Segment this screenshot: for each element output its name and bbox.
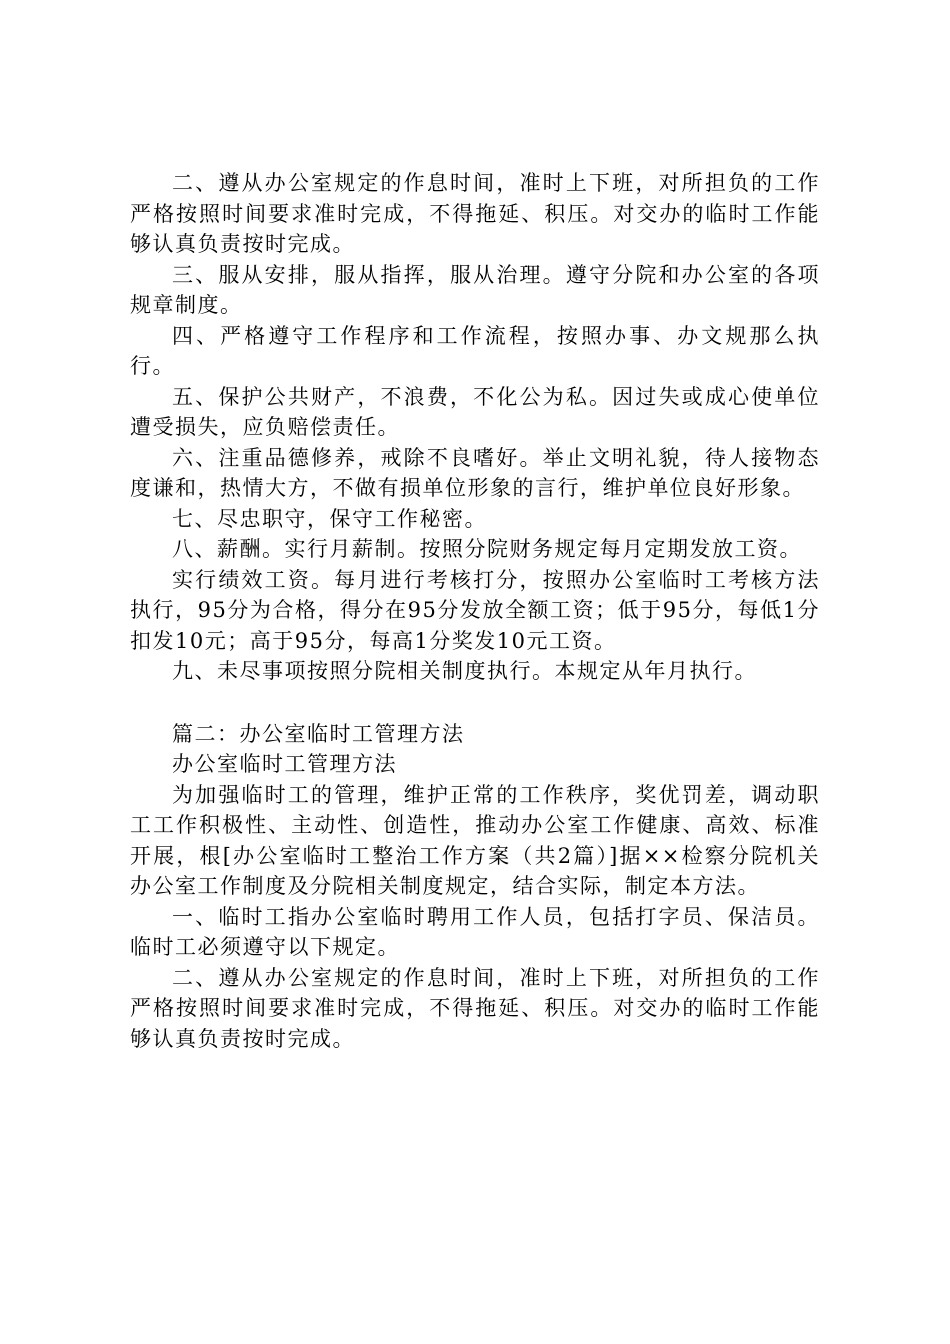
paragraph-rule-2: 二、遵从办公室规定的作息时间，准时上下班，对所担负的工作严格按照时间要求准时完成，不得拖延、积压。对交办的临时工作能够认真负责按时完成。: [130, 171, 820, 256]
paragraph-rule-9: 九、未尽事项按照分院相关制度执行。本规定从年月执行。: [172, 659, 757, 683]
paragraph-rule-8: 八、薪酬。实行月薪制。按照分院财务规定每月定期发放工资。: [172, 537, 802, 561]
paragraph-rule-3: 三、服从安排，服从指挥，服从治理。遵守分院和办公室的各项规章制度。: [130, 262, 820, 317]
section-gap: [130, 687, 820, 719]
document-page: [130, 168, 820, 1054]
paragraph-rule-7: 七、尽忠职守，保守工作秘密。: [172, 506, 487, 531]
paragraph-rule-2-repeat: 二、遵从办公室规定的作息时间，准时上下班，对所担负的工作严格按照时间要求准时完成，不得拖延、积压。对交办的临时工作能够认真负责按时完成。: [130, 965, 820, 1051]
section-heading: 篇二：办公室临时工管理方法: [172, 721, 465, 746]
paragraph-rule-5: 五、保护公共财产，不浪费，不化公为私。因过失或成心使单位遭受损失，应负赔偿责任。: [130, 384, 820, 439]
paragraph-performance-pay: 实行绩效工资。每月进行考核打分，按照办公室临时工考核方法执行，95分为合格，得分在95分发放全额工资；低于95分，每低1分扣发10元；高于95分，每高1分奖发10元工资。: [130, 567, 820, 653]
paragraph-rule-1: 一、临时工指办公室临时聘用工作人员，包括打字员、保洁员。临时工必须遵守以下规定。: [130, 904, 820, 959]
paragraph-rule-6: 六、注重品德修养，戒除不良嗜好。举止文明礼貌，待人接物态度谦和，热情大方，不做有损单位形象的言行，维护单位良好形象。: [130, 445, 820, 500]
paragraph-rule-4: 四、严格遵守工作程序和工作流程，按照办事、办文规那么执行。: [130, 323, 820, 378]
paragraph-intro: 为加强临时工的管理，维护正常的工作秩序，奖优罚差，调动职工工作积极性、主动性、创造性，推动办公室工作健康、高效、标准开展，根[办公室临时工整治工作方案（共2篇）]据××检察分院机关办公室工作制度及分院相关制度规定，结合实际，制定本方法。: [130, 782, 820, 898]
section-subheading: 办公室临时工管理方法: [172, 752, 397, 776]
